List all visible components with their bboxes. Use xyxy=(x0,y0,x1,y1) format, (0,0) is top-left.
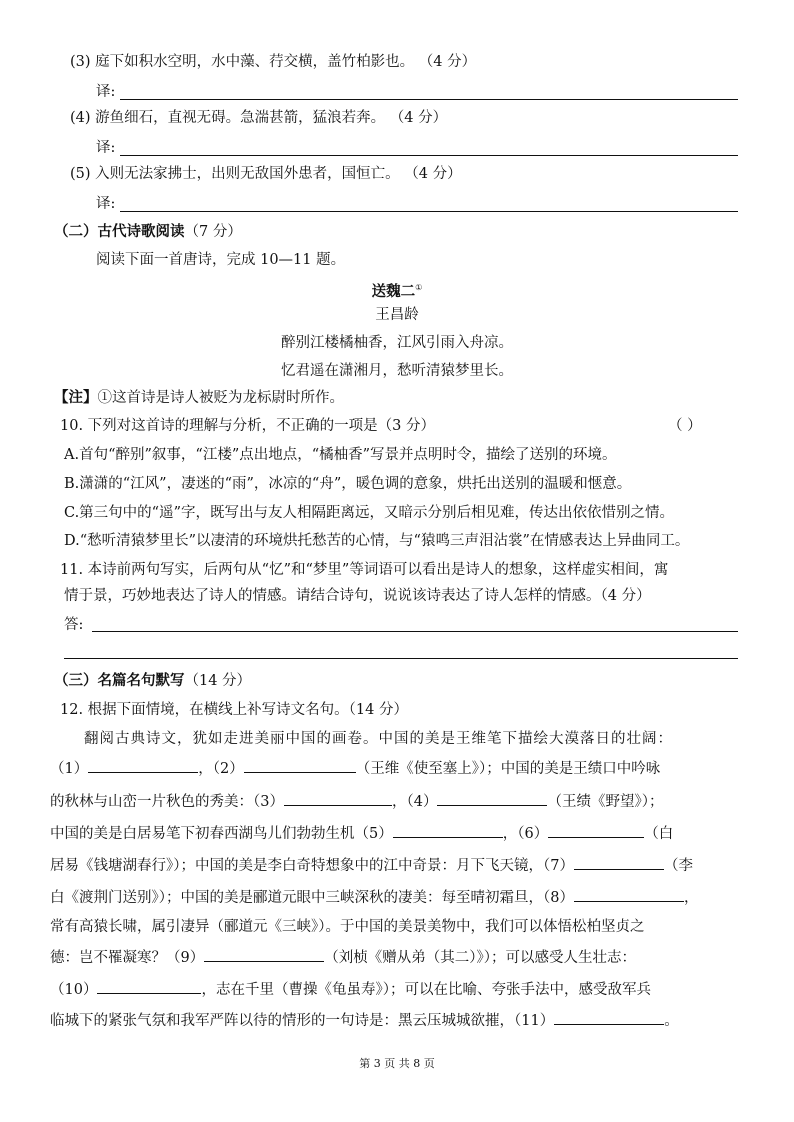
poem-note xyxy=(54,388,344,408)
q11-stem-line-1: 11. 本诗前两句写实，后两句从“忆”和“梦里”等词语可以看出是诗人的想象，这样虚实相间，寓 xyxy=(60,562,669,578)
q12-passage-line: （1） ，（2） （王维《使至塞上》）；中国的美是王绩口中吟咏 xyxy=(50,758,660,779)
translation-item-5 xyxy=(70,164,462,184)
footnote-mark: ① xyxy=(415,283,423,292)
poem-title: 送魏二① xyxy=(371,283,423,300)
translation-label: 译: xyxy=(96,84,116,100)
fill-blank-4[interactable] xyxy=(437,791,547,806)
q12-passage-line: 常有高猿长啸，属引凄异（郦道元《三峡》）。于中国的美景美物中，我们可以体悟松柏坚贞之 xyxy=(50,919,645,935)
answer-line[interactable] xyxy=(120,155,738,156)
item-number: (3) xyxy=(70,54,91,70)
item-number: (4) xyxy=(70,110,91,126)
q11-answer-label: 答: xyxy=(64,617,84,633)
q10-option-c: C.第三句中的“遥”字，既写出与友人相隔距离远，又暗示分别后相见难，传达出依依惜别之情。 xyxy=(64,505,675,521)
item-text: 入则无法家拂士，出则无敌国外患者，国恒亡。 xyxy=(95,166,400,182)
note-text: ①这首诗是诗人被贬为龙标尉时所作。 xyxy=(97,390,344,406)
item-text: 庭下如积水空明，水中藻、荇交横，盖竹柏影也。 xyxy=(95,54,415,70)
translation-label: 译: xyxy=(96,140,116,156)
q12-passage-line: 翻阅古典诗文，犹如走进美丽中国的画卷。中国的美是王维笔下描绘大漠落日的壮阔： xyxy=(84,731,673,747)
translation-item-4 xyxy=(70,108,447,128)
q12-passage-line: 德：岂不罹凝寒？（9） （刘桢《赠从弟（其二）》）；可以感受人生壮志： xyxy=(50,947,636,968)
poem-author: 王昌龄 xyxy=(375,307,419,323)
fill-blank-3[interactable] xyxy=(284,791,392,806)
q10-option-a: A.首句“醉别”叙事，“江楼”点出地点，“橘柚香”写景并点明时令，描绘了送别的环境。 xyxy=(64,447,617,463)
q12-passage-line: 临城下的紧张气氛和我军严阵以待的情形的一句诗是：黑云压城城欲摧，（11） 。 xyxy=(50,1010,679,1031)
note-label: 【注】 xyxy=(54,389,98,406)
section-heading-recitation: （三）名篇名句默写（14 分） xyxy=(54,673,252,689)
answer-line[interactable] xyxy=(120,99,738,100)
answer-line[interactable] xyxy=(64,658,738,659)
item-number: (5) xyxy=(70,166,91,182)
fill-blank-5[interactable] xyxy=(393,823,503,838)
section-intro: 阅读下面一首唐诗，完成 10—11 题。 xyxy=(96,252,346,268)
answer-line[interactable] xyxy=(92,631,738,632)
item-score: （4 分） xyxy=(418,54,477,70)
q12-passage-line: 的秋林与山峦一片秋色的秀美：（3） ，（4） （王绩《野望》）； xyxy=(50,791,663,812)
fill-blank-9[interactable] xyxy=(204,947,324,962)
q12-passage-line: 白《渡荆门送别》）；中国的美是郦道元眼中三峡深秋的凄美：每至晴初霜旦，（8） ， xyxy=(50,887,698,908)
item-text: 游鱼细石，直视无碍。急湍甚箭，猛浪若奔。 xyxy=(95,110,386,126)
item-score: （4 分） xyxy=(389,110,448,126)
fill-blank-1[interactable] xyxy=(88,758,198,773)
q12-passage-line: 居易《钱塘湖春行》）；中国的美是李白奇特想象中的江中奇景：月下飞天镜，（7） （李 xyxy=(50,855,693,876)
item-score: （4 分） xyxy=(404,166,462,182)
fill-blank-10[interactable] xyxy=(97,979,201,994)
q12-stem: 12. 根据下面情境，在横线上补写诗文名句。（14 分） xyxy=(60,702,408,718)
fill-blank-2[interactable] xyxy=(244,758,356,773)
fill-blank-6[interactable] xyxy=(548,823,644,838)
page-footer: 第 3 页 共 8 页 xyxy=(359,1057,435,1070)
q10-option-b: B.潇潇的“江风”，凄迷的“雨”，冰凉的“舟”，暖色调的意象，烘托出送别的温暖和惬意。 xyxy=(64,476,632,492)
section-heading-poetry: （二）古代诗歌阅读（7 分） xyxy=(54,224,242,240)
answer-line[interactable] xyxy=(120,211,738,212)
q12-passage-line: （10） ，志在千里（曹操《龟虽寿》）；可以在比喻、夸张手法中，感受敌军兵 xyxy=(50,979,651,1000)
q12-passage-line: 中国的美是白居易笔下初春西湖鸟儿们勃勃生机（5） ，（6） （白 xyxy=(50,823,673,844)
fill-blank-11[interactable] xyxy=(554,1010,664,1025)
q10-option-d: D.“愁听清猿梦里长”以凄清的环境烘托愁苦的心情，与“猿鸣三声泪沾裳”在情感表达上异曲同工。 xyxy=(64,533,690,549)
translation-label: 译: xyxy=(96,196,116,212)
q11-stem-line-2: 情于景，巧妙地表达了诗人的情感。请结合诗句，说说该诗表达了诗人怎样的情感。（4 分） xyxy=(64,588,651,604)
fill-blank-8[interactable] xyxy=(574,887,684,902)
poem-line-2: 忆君遥在潇湘月，愁听清猿梦里长。 xyxy=(281,363,513,379)
fill-blank-7[interactable] xyxy=(574,855,664,870)
q10-stem: 10. 下列对这首诗的理解与分析，不正确的一项是（3 分） xyxy=(60,418,436,434)
q10-answer-bracket[interactable]: （ ） xyxy=(668,418,702,434)
poem-line-1: 醉别江楼橘柚香，江风引雨入舟凉。 xyxy=(281,335,513,351)
translation-item-3 xyxy=(70,52,476,72)
